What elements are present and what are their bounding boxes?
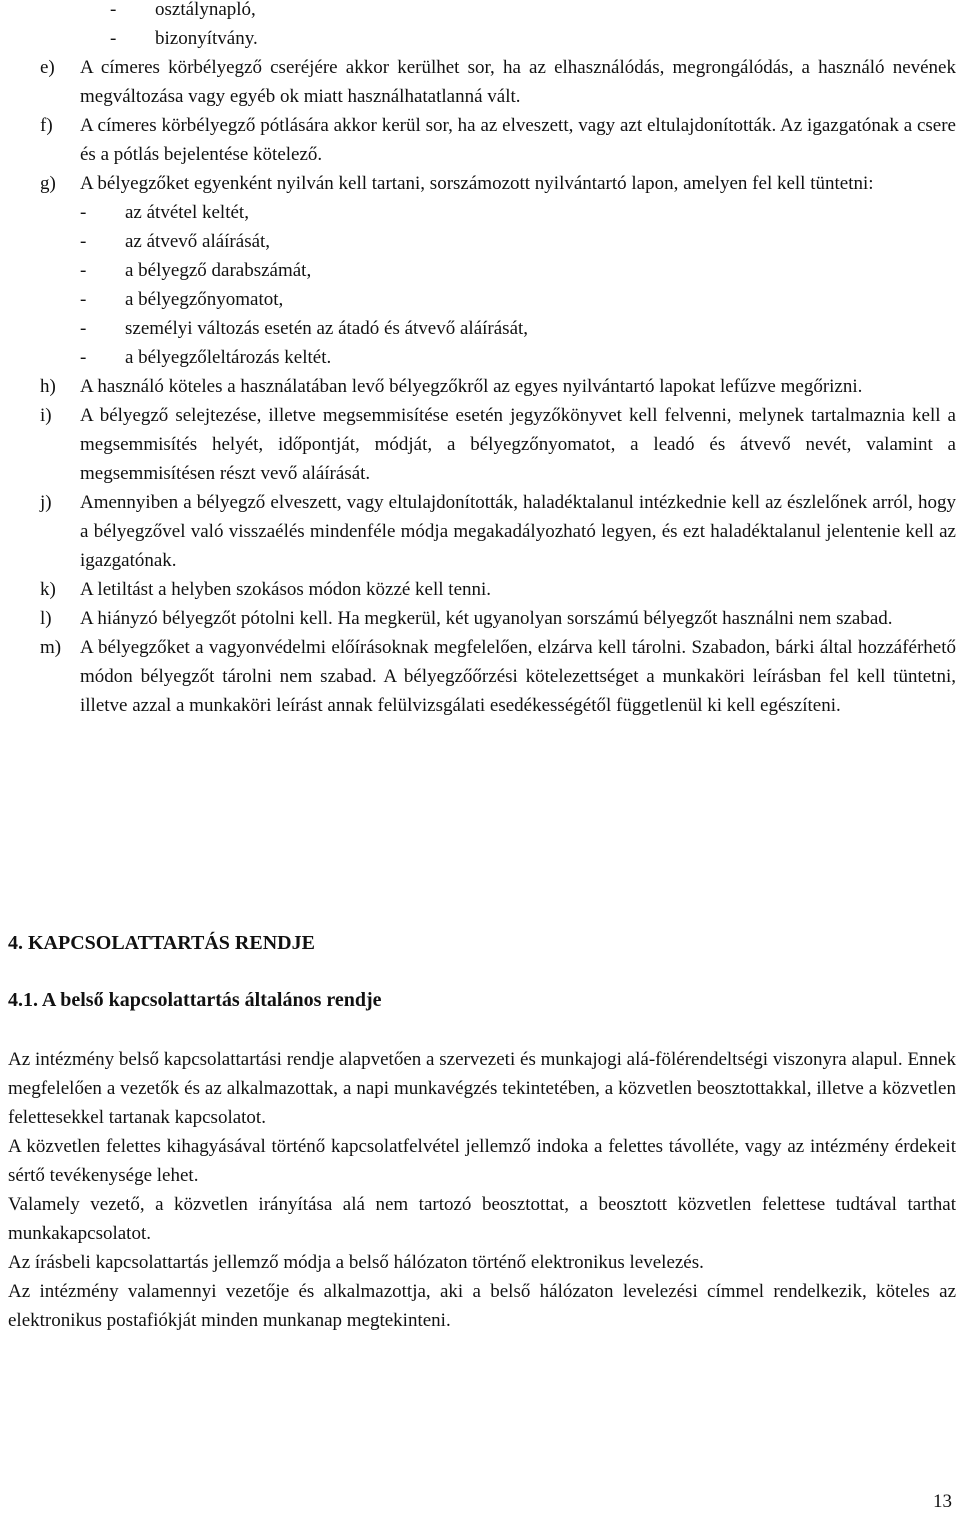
list-item-text: az átvétel keltét, bbox=[125, 202, 249, 223]
body-text bbox=[8, 1045, 956, 1335]
top-dash-list bbox=[110, 0, 258, 53]
item-text: A hiányzó bélyegzőt pótolni kell. Ha megkerül, két ugyanolyan sorszámú bélyegzőt használni nem szabad. bbox=[80, 608, 893, 629]
item-label: j) bbox=[40, 492, 52, 513]
dash-marker: - bbox=[110, 28, 117, 49]
g-sublist bbox=[80, 198, 956, 372]
list-item bbox=[80, 314, 956, 343]
dash-marker: - bbox=[80, 231, 87, 252]
dash-marker: - bbox=[80, 347, 87, 368]
item-label: m) bbox=[40, 637, 62, 658]
list-item-text: osztálynapló, bbox=[155, 0, 256, 20]
subsection-heading: 4.1. A belső kapcsolattartás általános rendje bbox=[8, 989, 382, 1011]
item-l bbox=[40, 604, 956, 633]
list-item-text: bizonyítvány. bbox=[155, 28, 258, 49]
item-text: A címeres körbélyegző cseréjére akkor kerülhet sor, ha az elhasználódás, megrongálódás, a használó nevének megváltozása vagy egyéb ok miatt használhatatlanná vált. bbox=[80, 57, 956, 107]
list-item bbox=[80, 343, 956, 372]
list-item-text: a bélyegzőnyomatot, bbox=[125, 289, 284, 310]
item-text: A címeres körbélyegző pótlására akkor kerül sor, ha az elveszett, vagy azt eltulajdonították. Az igazgatónak a csere és a pótlás bejelentése kötelező. bbox=[80, 115, 956, 165]
item-text: Amennyiben a bélyegző elveszett, vagy eltulajdonították, haladéktalanul intézkednie kell az észlelőnek arról, hogy a bélyegzővel való visszaélés mindenféle módja megakadályozható legyen, és ezt haladéktalanul jelentenie kell az igazgatónak. bbox=[80, 492, 956, 571]
list-item bbox=[80, 285, 956, 314]
item-text: A bélyegzőket egyenként nyilván kell tartani, sorszámozott nyilvántartó lapon, amelyen fel kell tüntetni: bbox=[80, 173, 874, 194]
item-label: f) bbox=[40, 115, 53, 136]
item-text: A bélyegzőket a vagyonvédelmi előírásoknak megfelelően, elzárva kell tárolni. Szabadon, bárki által hozzáférhető módon bélyegzőt tárolni nem szabad. A bélyegzőőrzési kötelezettséget a munkaköri leírásban fel kell tüntetni, illetve azzal a munkaköri leírást annak felülvizsgálati esedékességétől függetlenül ki kell egészíteni. bbox=[80, 637, 956, 716]
item-label: k) bbox=[40, 579, 56, 600]
item-label: i) bbox=[40, 405, 52, 426]
list-item-text: személyi változás esetén az átadó és átvevő aláírását, bbox=[125, 318, 529, 339]
paragraph: Valamely vezető, a közvetlen irányítása alá nem tartozó beosztottat, a beosztott közvetlen felettese tudtával tarthat munkakapcsolatot. bbox=[8, 1194, 956, 1244]
item-text: A bélyegző selejtezése, illetve megsemmisítése esetén jegyzőkönyvet kell felvenni, melynek tartalmaznia kell a megsemmisítés helyét, időpontját, módját, a bélyegzőnyomatot, a leadó és átvevő nevét, valamint a megsemmisítésen részt vevő aláírását. bbox=[80, 405, 956, 484]
item-k bbox=[40, 575, 956, 604]
list-item bbox=[80, 256, 956, 285]
dash-marker: - bbox=[110, 0, 117, 20]
list-item-text: az átvevő aláírását, bbox=[125, 231, 271, 252]
item-j bbox=[40, 488, 956, 575]
dash-marker: - bbox=[80, 318, 87, 339]
dash-marker: - bbox=[80, 202, 87, 223]
item-body bbox=[80, 169, 956, 372]
item-g bbox=[40, 169, 956, 372]
item-h bbox=[40, 372, 956, 401]
lettered-list bbox=[40, 53, 956, 720]
section-heading: 4. KAPCSOLATTARTÁS RENDJE bbox=[8, 932, 315, 954]
item-f bbox=[40, 111, 956, 169]
list-item bbox=[110, 24, 258, 53]
dash-marker: - bbox=[80, 260, 87, 281]
item-label: h) bbox=[40, 376, 56, 397]
list-item bbox=[80, 227, 956, 256]
item-text: A használó köteles a használatában levő bélyegzőkről az egyes nyilvántartó lapokat lefűzve megőrizni. bbox=[80, 376, 863, 397]
item-label: l) bbox=[40, 608, 52, 629]
paragraph: A közvetlen felettes kihagyásával történő kapcsolatfelvétel jellemző indoka a felettes távolléte, vagy az intézmény érdekeit sértő tevékenysége lehet. bbox=[8, 1136, 956, 1186]
paragraph: Az írásbeli kapcsolattartás jellemző módja a belső hálózaton történő elektronikus levelezés. bbox=[8, 1252, 704, 1273]
paragraph: Az intézmény belső kapcsolattartási rendje alapvetően a szervezeti és munkajogi alá-fölérendeltségi viszonyra alapul. Ennek megfelelően a vezetők és az alkalmazottak, a napi munkavégzés tekintetében, a közvetlen beosztottakkal, illetve a közvetlen felettesekkel tartanak kapcsolatot. bbox=[8, 1049, 956, 1128]
item-m bbox=[40, 633, 956, 720]
list-item-text: a bélyegző darabszámát, bbox=[125, 260, 312, 281]
list-item-text: a bélyegzőleltározás keltét. bbox=[125, 347, 332, 368]
list-item bbox=[110, 0, 258, 24]
item-e bbox=[40, 53, 956, 111]
item-text: A letiltást a helyben szokásos módon közzé kell tenni. bbox=[80, 579, 492, 600]
item-label: g) bbox=[40, 173, 56, 194]
page-number: 13 bbox=[933, 1491, 952, 1512]
paragraph: Az intézmény valamennyi vezetője és alkalmazottja, aki a belső hálózaton levelezési címmel rendelkezik, köteles az elektronikus postafiókját minden munkanap megtekinteni. bbox=[8, 1281, 956, 1331]
dash-marker: - bbox=[80, 289, 87, 310]
item-i bbox=[40, 401, 956, 488]
list-item bbox=[80, 198, 956, 227]
item-label: e) bbox=[40, 57, 55, 78]
